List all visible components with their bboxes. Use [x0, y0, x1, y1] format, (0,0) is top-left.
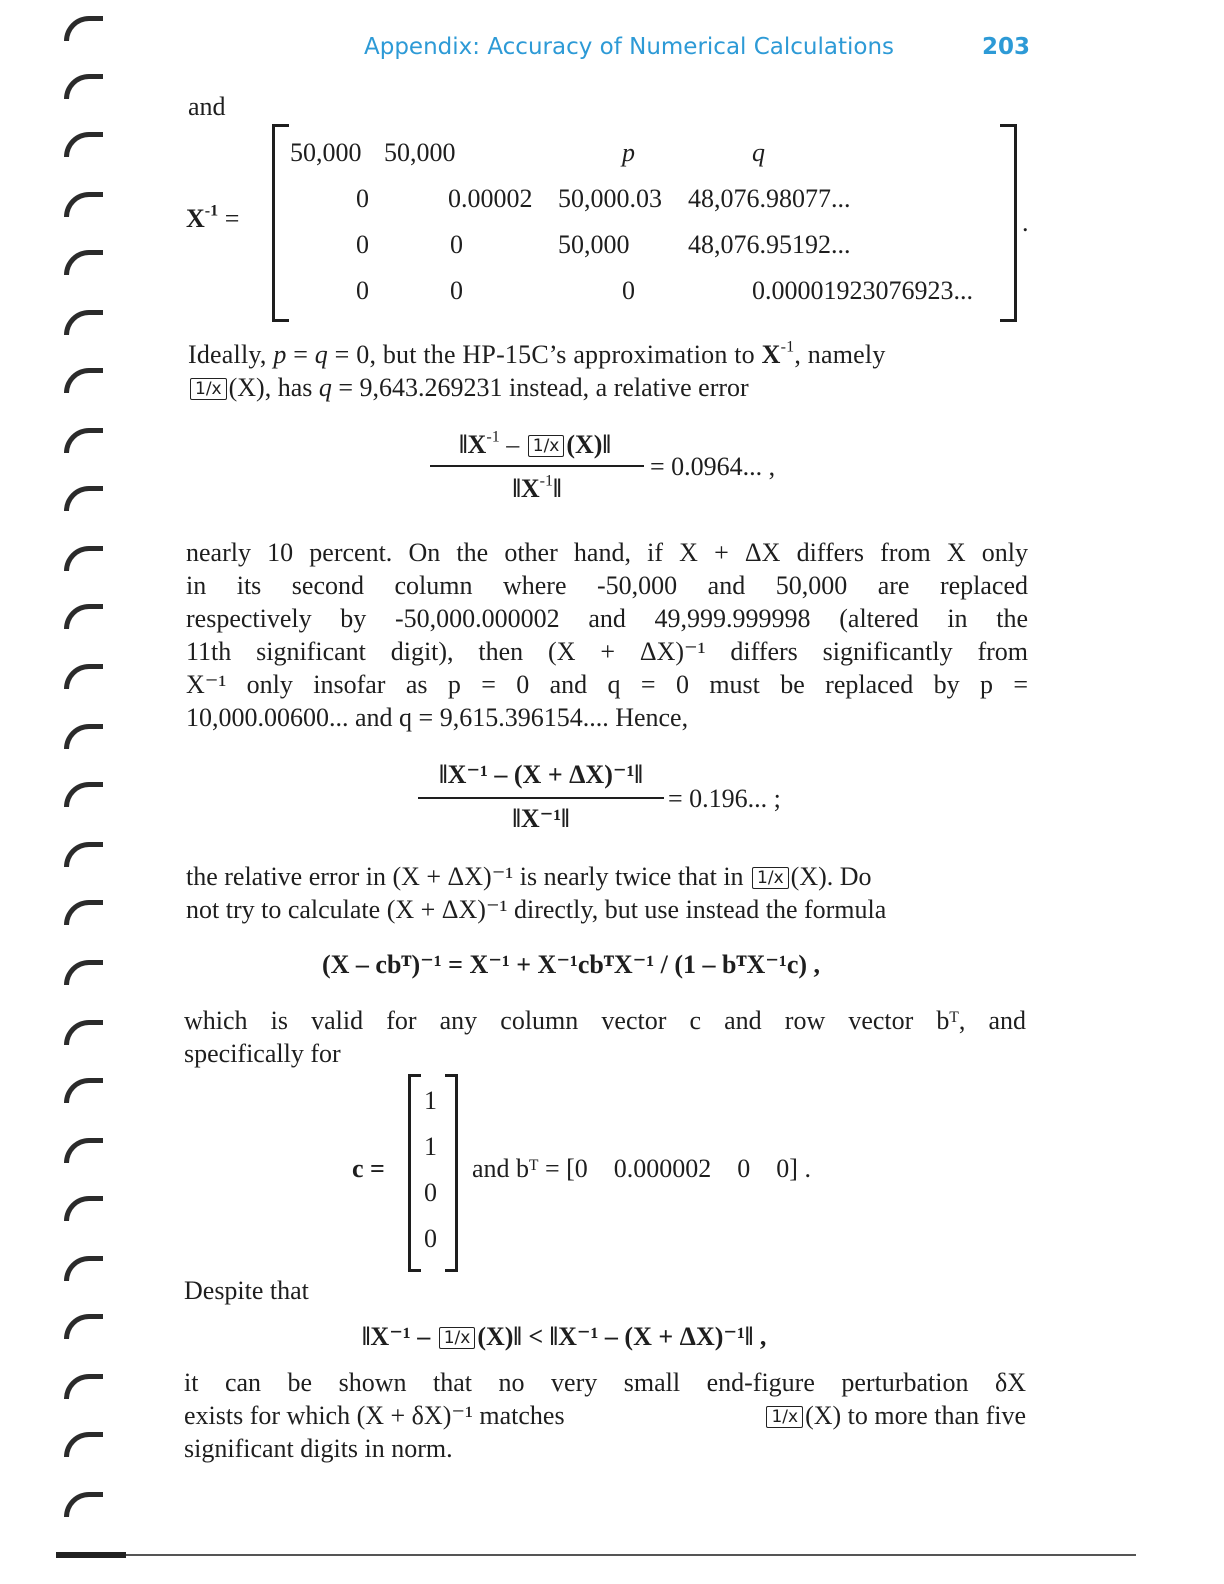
bottom-rule-accent — [56, 1552, 126, 1558]
binding-ring — [58, 1364, 98, 1388]
paragraph-4-line-2: specifically for — [184, 1039, 341, 1068]
fraction-numerator: $‖X^{-1} - 1/x$ (X)‖ — [459, 428, 611, 459]
binding-ring — [58, 240, 98, 264]
paragraph-1-line-1: Ideally, p = q = 0, but the HP-15C’s approximation to $X^{-1}$, namely — [188, 338, 886, 369]
paragraph-5-line-1: it can be shown that no very small end-figure perturbation δX — [184, 1368, 1026, 1397]
binding-ring — [58, 594, 98, 618]
matrix-right-bracket — [1000, 124, 1017, 322]
binding-ring — [58, 1246, 98, 1270]
header-title: Appendix: Accuracy of Numerical Calculations — [364, 34, 895, 60]
matrix-cell: 50,000 — [290, 138, 362, 167]
matrix-cell: 0 — [356, 230, 369, 259]
binding-ring — [58, 772, 98, 796]
binding-ring — [58, 300, 98, 324]
binding-ring — [58, 182, 98, 206]
paragraph-5-line-2: exists for which (X + δX)⁻¹ matches 1/x (X) to more than five — [184, 1401, 1026, 1430]
reciprocal-key: 1/x — [752, 867, 789, 889]
binding-ring — [58, 418, 98, 442]
paragraph-3-line-1: the relative error in (X + ΔX)⁻¹ is nearly twice that in 1/x (X). Do — [186, 862, 872, 891]
matrix-cell: 48,076.98077... — [688, 184, 851, 213]
fraction-bar — [418, 797, 664, 799]
binding-ring — [58, 832, 98, 856]
paragraph-4-line-1: which is valid for any column vector c and row vector bᵀ, and — [184, 1006, 1026, 1035]
matrix-cell: 48,076.95192... — [688, 230, 851, 259]
fraction-numerator: ‖X⁻¹ – (X + ΔX)⁻¹‖ — [439, 760, 643, 789]
bottom-rule — [56, 1554, 1136, 1556]
binding-ring — [58, 1422, 98, 1446]
vector-c-lhs: c = — [352, 1154, 385, 1183]
matrix-cell: p — [622, 138, 635, 167]
binding-ring — [58, 1010, 98, 1034]
matrix-cell: 0 — [450, 276, 463, 305]
reciprocal-key: 1/x — [190, 378, 227, 400]
paragraph-2-line: nearly 10 percent. On the other hand, if X + ΔX differs from X only — [186, 538, 1028, 567]
matrix-cell: 50,000.03 — [558, 184, 662, 213]
paragraph-3-line-2: not try to calculate (X + ΔX)⁻¹ directly, but use instead the formula — [186, 895, 887, 924]
page-number: 203 — [981, 34, 1030, 60]
formula-1-result: = 0.0964... , — [650, 452, 776, 481]
inverse-update-formula: (X – cbᵀ)⁻¹ = X⁻¹ + X⁻¹cbᵀX⁻¹ / (1 – bᵀX⁻¹c) , — [322, 950, 821, 979]
matrix-cell: 0 — [356, 184, 369, 213]
paragraph-2-line: X⁻¹ only insofar as p = 0 and q = 0 must be replaced by p = — [186, 670, 1028, 699]
formula-2-result: = 0.196... ; — [668, 784, 781, 813]
binding-ring — [58, 476, 98, 500]
paragraph-5-line-3: significant digits in norm. — [184, 1434, 453, 1463]
paragraph-2 — [186, 536, 1028, 734]
matrix-cell: 0 — [356, 276, 369, 305]
vector-entry: 0 — [424, 1178, 437, 1207]
binding-ring — [58, 358, 98, 382]
matrix-cell: 0.00002 — [448, 184, 533, 213]
matrix-cell: 0 — [450, 230, 463, 259]
binding-ring — [58, 536, 98, 560]
matrix-cell: 50,000 — [558, 230, 630, 259]
reciprocal-key: 1/x — [766, 1406, 803, 1428]
fraction-bar — [430, 465, 644, 467]
binding-ring — [58, 1128, 98, 1152]
vector-entry: 1 — [424, 1132, 437, 1161]
binding-ring — [58, 1304, 98, 1328]
matrix-cell: 0 — [622, 276, 635, 305]
vector-entry: 1 — [424, 1086, 437, 1115]
vector-entry: 0 — [424, 1224, 437, 1253]
reciprocal-key: 1/x — [439, 1327, 476, 1349]
paragraph-2-line: in its second column where -50,000 and 50,000 are replaced — [186, 571, 1028, 600]
despite-that-text: Despite that — [184, 1276, 309, 1305]
fraction-denominator: ‖X⁻¹‖ — [512, 804, 570, 833]
vector-left-bracket — [408, 1074, 421, 1272]
matrix-left-bracket — [272, 124, 289, 322]
binding-ring — [58, 6, 98, 30]
binding-ring — [58, 1482, 98, 1506]
paragraph-2-line: 11th significant digit), then (X + ΔX)⁻¹ differs significantly from — [186, 637, 1028, 666]
matrix-lhs: $X^{-1}$ = — [186, 202, 240, 233]
binding-ring — [58, 714, 98, 738]
matrix-cell: 50,000 — [384, 138, 456, 167]
matrix-cell: q — [752, 138, 765, 167]
binding-ring — [58, 1186, 98, 1210]
paragraph-2-line: 10,000.00600... and q = 9,615.396154.... Hence, — [186, 703, 689, 732]
row-vector-b-transpose: and bᵀ = [0 0.000002 0 0] . — [472, 1154, 811, 1183]
paragraph-1-line-2: 1/x (X), has q = 9,643.269231 instead, a relative error — [188, 373, 749, 403]
paragraph-2-line: respectively by -50,000.000002 and 49,999.999998 (altered in the — [186, 604, 1028, 633]
binding-ring — [58, 64, 98, 88]
page-header — [364, 34, 1034, 60]
binding-ring — [58, 654, 98, 678]
binding-ring — [58, 950, 98, 974]
binding-ring — [58, 890, 98, 914]
intro-word: and — [188, 92, 226, 121]
matrix-period: . — [1022, 208, 1029, 237]
matrix-cell: 0.00001923076923... — [752, 276, 973, 305]
norm-inequality: ‖X⁻¹ – 1/x (X)‖ < ‖X⁻¹ – (X + ΔX)⁻¹‖ , — [362, 1322, 767, 1351]
fraction-denominator: $‖X^{-1}‖$ — [512, 472, 562, 503]
binding-ring — [58, 122, 98, 146]
binding-ring — [58, 1068, 98, 1092]
vector-right-bracket — [445, 1074, 458, 1272]
